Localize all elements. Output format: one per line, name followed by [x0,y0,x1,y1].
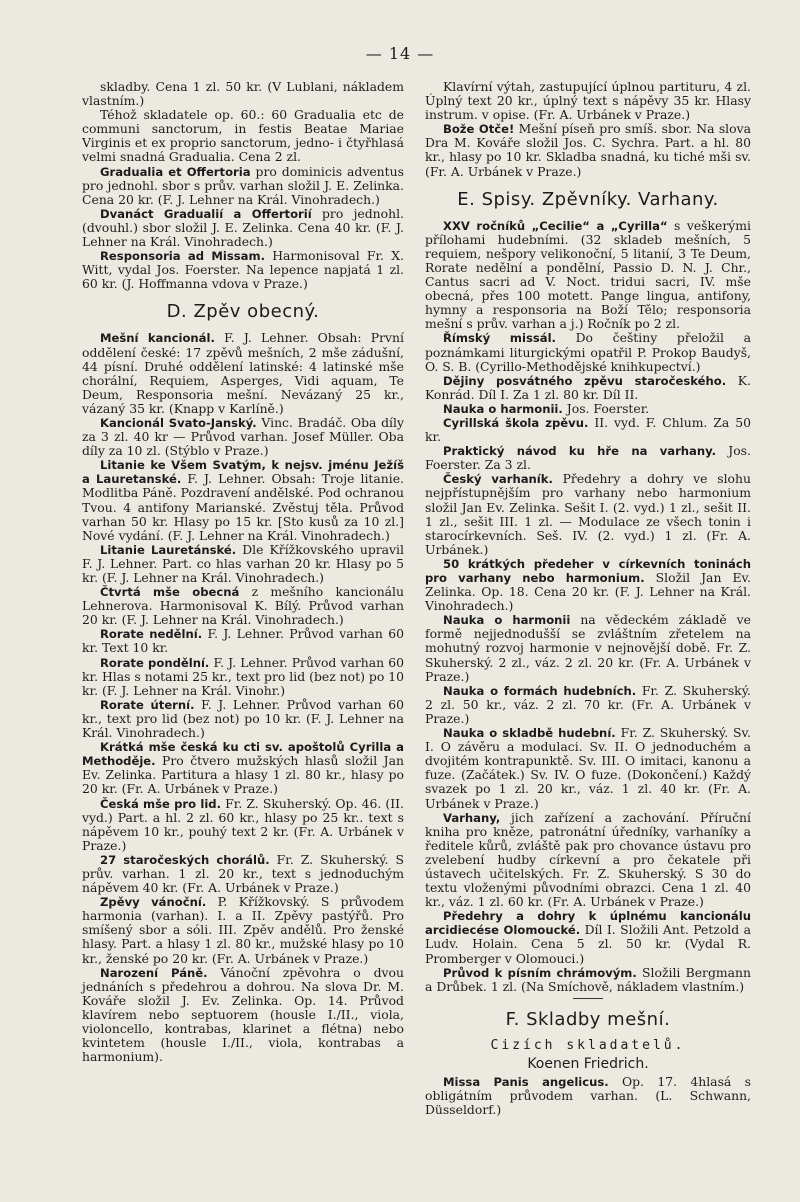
entries-before-d [82,80,404,291]
entry-title: Varhany, [443,810,501,825]
catalog-entry [82,543,404,585]
entries-before-e [425,80,751,179]
entry-title: Rorate úterní. [100,697,195,712]
subheading-foreign-composers: Cizích skladatelů. [490,1037,686,1053]
entry-title: Litanie Lauretánské. [100,542,237,557]
catalog-entry [425,219,751,332]
catalog-entry [425,726,751,811]
entry-text: Díl I. Složili Ant. Petzold a Ludv. Holain. Cena 5 zl. 50 kr. (Vydal R. Promberger v Olomouci.) [425,922,751,966]
section-heading-d: D. Zpěv obecný. [166,301,320,323]
entry-title: Bože Otče! [443,122,515,137]
catalog-entry [425,402,751,416]
entry-text: na vědeckém základě ve formě nejjednodušší se zvláštním zřetelem na mohutný rozvoj harmonie v nejnovější době. Fr. Z. Skuherský. 2 zl., váz. 2 zl. 20 kr. (Fr. A. Urbánek v Praze.) [425,612,751,684]
catalog-entry [82,895,404,965]
entry-title: Průvod k písním chrámovým. [443,965,637,980]
catalog-entry [425,80,751,122]
entry-text: Fr. Z. Skuherský. S prův. varhan. 1 zl. 20 kr., text s jednoduchým nápěvem 40 kr. (Fr. A. Urbánek v Praze.) [82,851,405,896]
entry-text: Fr. Z. Skuherský. 2 zl. 50 kr., váz. 2 zl. 70 kr. (Fr. A. Urbánek v Praze.) [425,682,751,726]
entry-title: Responsoria ad Missam. [100,249,265,264]
entry-title: Předehry a dohry k úplnému kancionálu arcidiecése Olomoucké. [425,909,751,938]
section-divider [573,998,603,999]
catalog-entry [82,853,404,895]
entry-text: P. Křížkovský. S průvodem harmonia (varhan). I. a II. Zpěvy pastýřů. Pro smíšený sbor a sóli. III. Zpěv andělů. Pro ženské hlasy. Part. a hlasy 1 zl. 80 kr., mužské hlasy po 10 kr., ženské po 20 kr. (Fr. A. Urbánek v Praze.) [82,894,404,966]
entry-text: Do češtiny přeložil a poznámkami liturgickými opatřil P. Prokop Baudyš, O. S. B. (Cyrillo-Methodějské knihkupectví.) [425,330,751,374]
entry-title: Rorate nedělní. [100,627,203,642]
entry-title: Nauka o formách hudebních. [443,683,637,698]
entry-text: Téhož skladatele op. 60.: 60 Gradualia etc de communi sanctorum, in festis Beatae Mariae Virginis et ex proprio sanctorum, jedno- i čtyřhlasá velmi snadná Gradualia. Cena 2 zl. [82,107,404,165]
left-column [82,80,404,1064]
catalog-entry [82,249,404,291]
entry-title: Missa Panis angelicus. [443,1075,609,1089]
entries-after-f [425,1075,751,1117]
entry-title: Litanie ke Všem Svatým, k nejsv. jménu Ježíš a Lauretanské. [82,458,404,487]
entry-text: Fr. Z. Skuherský. Sv. I. O závěru a modulaci. Sv. II. O jednoduchém a dvojitém kontrapunktě. Sv. III. O imitaci, kanonu a fuze. (Začátek.) Sv. IV. O fuze. (Dokončení.) Každý svazek po 1 zl. 20 kr., váz. 1 zl. 40 kr. (Fr. A. Urbánek v Praze.) [425,725,751,811]
catalog-entry [425,1075,751,1117]
entry-text: K. Konrád. Díl I. Za 1 zl. 80 kr. Díl II. [425,372,751,402]
catalog-entry [425,966,751,994]
entry-title: Nauka o harmonii. [443,401,563,416]
entry-title: Mešní kancionál. [100,331,215,346]
entry-text: Fr. Z. Skuherský. Op. 46. (II. vyd.) Part. a hl. 2 zl. 60 kr., hlasy po 25 kr.. text s nápěvem 10 kr., pouhý text 2 kr. (Fr. A. Urbánek v Praze.) [82,795,404,853]
catalog-entry [82,797,404,853]
entry-text: pro dominicis adventus pro jednohl. sbor s prův. varhan složil J. E. Zelinka. Cena 20 kr. (F. J. Lehner na Král. Vinohradech.) [82,163,404,207]
catalog-entry [425,374,751,402]
catalog-entry [82,740,404,796]
entry-title: Krátká mše česká ku cti sv. apoštolů Cyrilla a Methoděje. [82,740,404,769]
entry-title: 50 krátkých předeher v církevních toninách pro varhany nebo harmonium. [425,556,751,585]
catalog-entry [82,108,404,164]
entries-after-d [82,331,404,1064]
entry-title: 27 staročeských chorálů. [100,852,270,867]
catalog-entry [82,416,404,458]
catalog-entry [82,698,404,740]
entry-text: Jos. Foerster. Za 3 zl. [425,443,751,473]
entry-title: Kancionál Svato-Janský. [100,415,257,430]
entry-text: pro jednohl. (dvouhl.) sbor složil J. E. Zelinka. Cena 40 kr. (F. J. Lehner na Král. Vinohradech.) [82,205,404,250]
entry-text: z mešního kancionálu Lehnerova. Harmonisoval K. Bílý. Průvod varhan 20 kr. (F. J. Lehner na Král. Vinohradech.) [82,584,405,628]
catalog-entry [82,165,404,207]
entry-text: II. vyd. F. Chlum. Za 50 kr. [425,414,751,445]
entry-title: Narození Páně. [100,965,208,980]
catalog-entry [82,656,404,698]
right-column [425,80,751,1117]
section-heading-e: E. Spisy. Zpěvníky. Varhany. [457,188,719,210]
entry-text: Vánoční zpěvohra o dvou jednáních s předehrou a dohrou. Na slova Dr. M. Kováře složil J. Ev. Zelinka. Op. 14. Průvod klavírem nebo septuorem (housle I./II., viola, violoncello, kontrabas, klarinet a flétna) nebo kvintetem (housle I./II., viola, kontrabas a harmonium). [82,964,404,1065]
catalog-entry [425,909,751,965]
entry-title: Cyrillská škola zpěvu. [443,415,589,430]
entry-text: Vinc. Bradáč. Oba díly za 3 zl. 40 kr — Průvod varhan. Josef Müller. Oba díly za 10 zl. (Stýblo v Praze.) [82,414,404,459]
catalog-entry [425,557,751,613]
catalog-entry [82,80,404,108]
catalog-entry [425,416,751,444]
catalog-entry [425,613,751,683]
entry-text: s veškerými přílohami hudebními. (32 skladeb mešních, 5 requiem, nešpory velikonoční, 5 litanií, 3 Te Deum, Rorate nedělní a pondělní, Passio D. N. J. Chr., Cantus sacri ad V. Noct. tridui sacri, IV. mše obecná, přes 100 motett. Pange lingua, antifony, hymny a responsoria na Boží Tělo; responsoria mešní s prův. varhan a j.) Ročník po 2 zl. [425,217,751,332]
entry-title: Dějiny posvátného zpěvu staročeského. [443,373,727,388]
entry-text: Dle Křížkovského upravil F. J. Lehner. Part. co hlas varhan 20 kr. Hlasy po 5 kr. (F. J. Lehner na Král. Vinohradech.) [82,541,404,585]
entry-title: Praktický návod ku hře na varhany. [443,444,717,459]
catalog-entry [82,458,404,543]
catalog-entry [425,122,751,178]
entry-text: F. J. Lehner. Průvod varhan 60 kr. Hlas s notami 25 kr., text pro lid (bez not) po 10 kr. (F. J. Lehner na Král. Vinohr.) [82,654,404,698]
catalog-entry [425,472,751,557]
entry-text: Předehry a dohry ve slohu nejpřístupnějším pro varhany nebo harmonium složil Jan Ev. Zelinka. Sešit I. (2. vyd.) 1 zl., sešit II. 1 zl., sešit III. 1 zl. — Modulace ze všech tonin i starocírkevních. Seš. IV. (2. vyd.) 1 zl. (Fr. A. Urbánek.) [425,471,751,557]
entry-title: Zpěvy vánoční. [100,895,207,910]
entry-text: Op. 17. 4hlasá s obligátním průvodem varhan. (L. Schwann, Düsseldorf.) [425,1074,751,1118]
catalog-entry [425,684,751,726]
catalog-entry [82,627,404,655]
page-number: — 14 — [365,44,435,63]
entry-text: Klavírní výtah, zastupující úplnou partituru, 4 zl. Úplný text 20 kr., úplný text s nápěvy 35 kr. Hlasy instrum. v opise. (Fr. A. Urbánek v Praze.) [425,79,751,123]
entry-title: Dvanáct Gradualií a Offertorií [100,206,312,221]
catalog-entry [425,331,751,373]
entry-title: Římský missál. [443,331,556,346]
entry-text: Jos. Foerster. [566,400,650,416]
entry-text: Pro čtvero mužských hlasů složil Jan Ev. Zelinka. Partitura a hlasy 1 zl. 80 kr., hlasy po 20 kr. (Fr. A. Urbánek v Praze.) [82,753,404,797]
entries-after-e [425,219,751,994]
catalog-entry [425,444,751,472]
entry-title: Gradualia et Offertoria [100,164,251,179]
entry-title: Nauka o harmonii [443,613,571,628]
author-heading: Koenen Friedrich. [527,1055,649,1072]
entry-text: F. J. Lehner. Obsah: První oddělení české: 17 zpěvů mešních, 2 mše zádušní, 44 písní. Druhé oddělení latinské: 4 latinské mše chorální, Requiem, Asperges, Vidi aquam, Te Deum, Responsoria mešní. Nevázaný 25 kr., vázaný 35 kr. (Knapp v Karlíně.) [82,330,404,416]
catalog-entry [82,207,404,249]
entry-text: F. J. Lehner. Průvod varhan 60 kr., text pro lid (bez not) po 10 kr. (F. J. Lehner na Král. Vinohradech.) [82,696,404,741]
catalog-entry [425,811,751,910]
entry-title: Čtvrtá mše obecná [100,585,240,600]
entry-title: XXV ročníků „Cecilie“ a „Cyrilla“ [443,218,668,233]
section-heading-f: F. Skladby mešní. [505,1008,671,1030]
entry-title: Nauka o skladbě hudební. [443,726,616,741]
entry-text: Složili Bergmann a Drůbek. 1 zl. (Na Smíchově, nákladem vlastním.) [425,964,751,994]
entry-title: Český varhaník. [443,472,553,487]
entry-text: skladby. Cena 1 zl. 50 kr. (V Lublani, nákladem vlastním.) [82,79,404,109]
catalog-entry [82,585,404,627]
catalog-entry [82,966,404,1065]
catalog-entry [82,331,404,416]
entry-title: Česká mše pro lid. [100,796,222,811]
entry-text: Harmonisoval Fr. X. Witt, vydal Jos. Foerster. Na lepence napjatá 1 zl. 60 kr. (J. Hoffmanna vdova v Praze.) [82,248,404,292]
entry-text: F. J. Lehner. Průvod varhan 60 kr. Text 10 kr. [82,626,404,656]
entry-text: Mešní píseň pro smíš. sbor. Na slova Dra M. Kováře složil Jos. C. Sychra. Part. a hl. 80 kr., hlasy po 10 kr. Skladba snadná, ku tiché mši sv. (Fr. A. Urbánek v Praze.) [425,121,751,179]
entry-title: Rorate pondělní. [100,655,210,670]
entry-text: Složil Jan Ev. Zelinka. Op. 18. Cena 20 kr. (F. J. Lehner na Král. Vinohradech.) [425,570,751,614]
entry-text: F. J. Lehner. Obsah: Troje litanie. Modlitba Páně. Pozdravení andělské. Pod ochranou Tvou. 4 antifony Marianské. Zvěstuj těla. Průvod varhan 50 kr. Hlasy po 15 kr. [Sto kusů za 10 zl.] Nové vydání. (F. J. Lehner na Král. Vinohradech.) [82,471,404,543]
entry-text: jich zařízení a zachování. Příruční kniha pro kněze, patronátní úředníky, varhaníky a ředitele kůrů, zvláště pak pro chovance ústavu pro zvelebení hudby církevní a pro čekatele při ústavech učitelských. Fr. Z. Skuherský. S 30 do textu vloženými původními obrazci. Cena 1 zl. 40 kr., váz. 1 zl. 60 kr. (Fr. A. Urbánek v Praze.) [425,809,751,910]
